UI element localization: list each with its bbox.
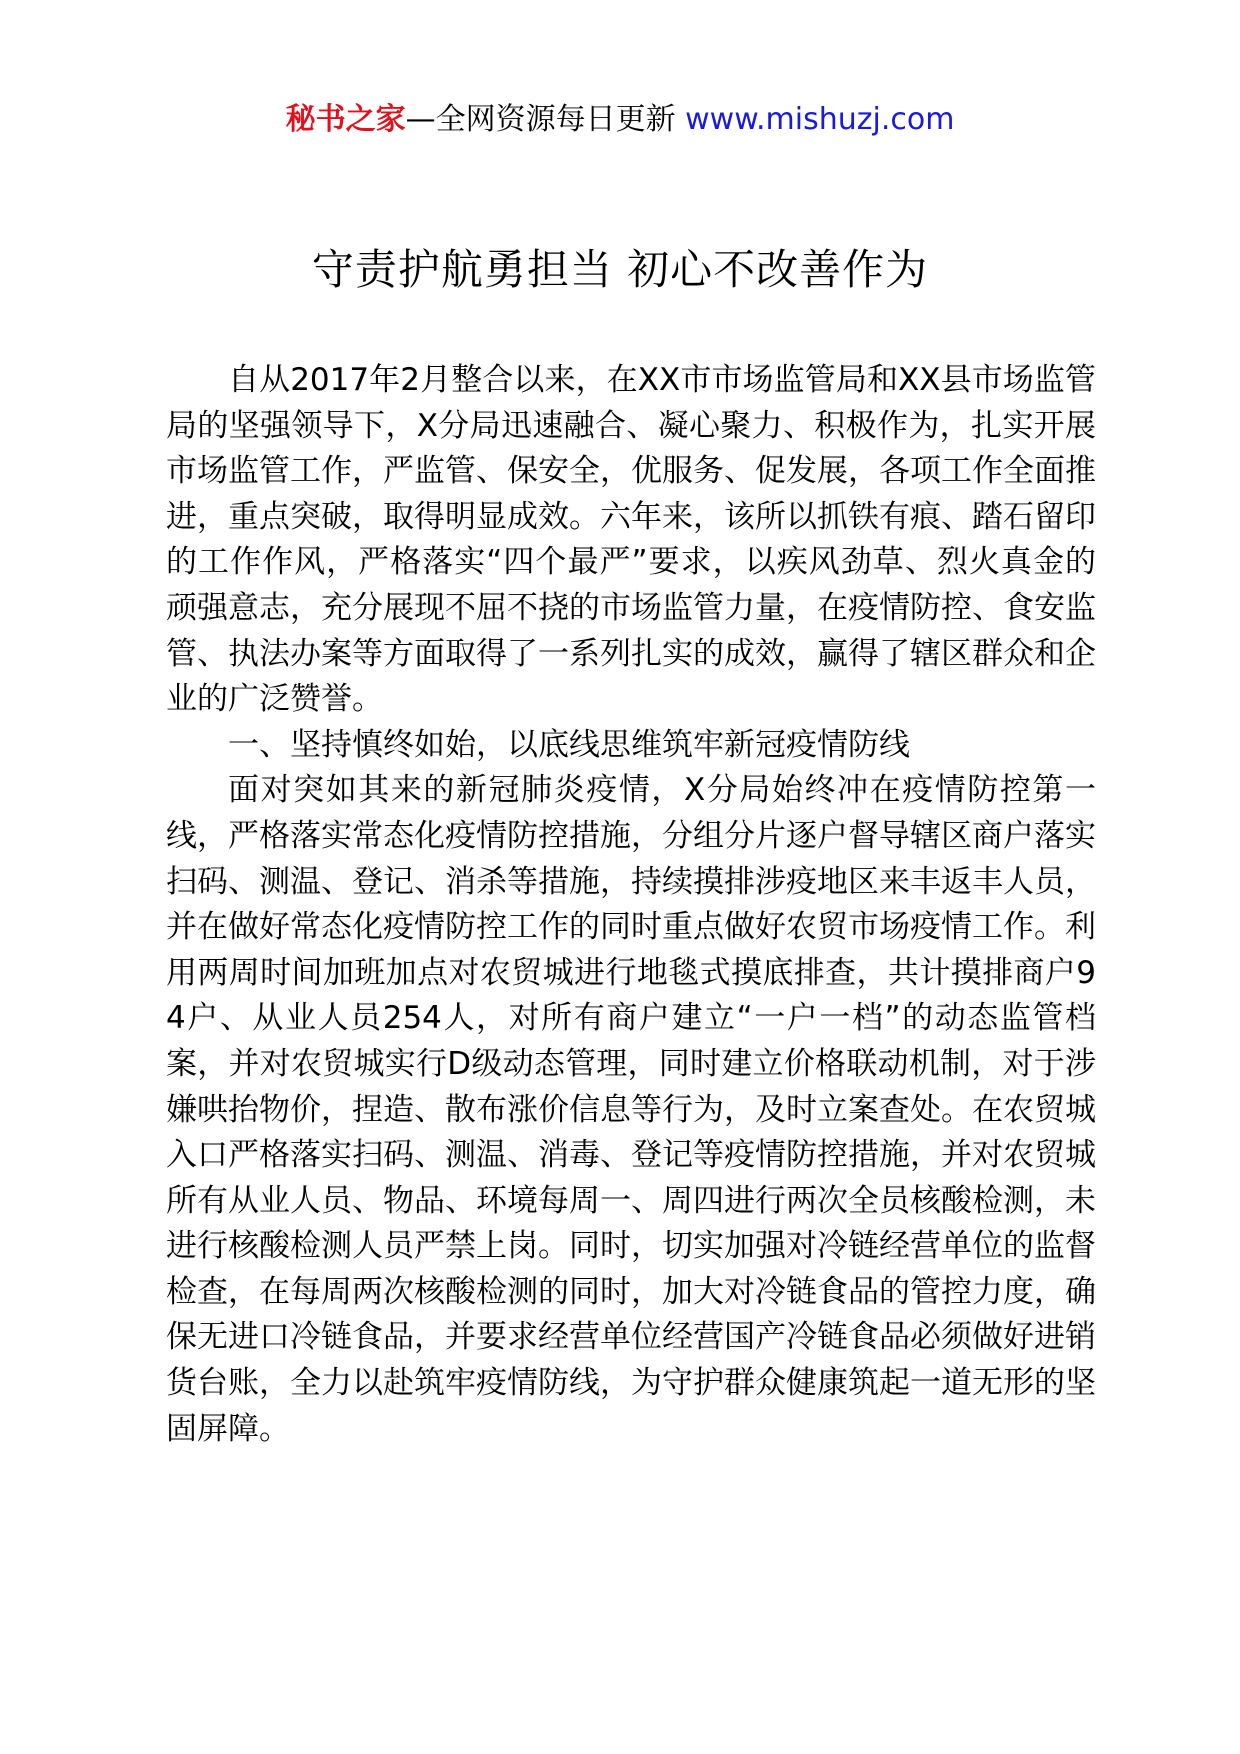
- section-heading-1: 一、坚持慎终如始，以底线思维筑牢新冠疫情防线: [228, 726, 910, 763]
- brand-name: 秘书之家: [285, 102, 406, 137]
- intro-paragraph: 自从2017年2月整合以来，在XX市市场监管局和XX县市场监管局的坚强领导下，X分局迅速融合、凝心聚力、积极作为，扎实开展市场监管工作，严监管、保安全，优服务、促发展，各项工作全面推进，重点突破，取得明显成效。六年来，该所以抓铁有痕、踏石留印的工作作风，严格落实“四个最严”要求，以疾风劲草、烈火真金的顽强意志，充分展现不屈不挠的市场监管力量，在疫情防控、食安监管、执法办案等方面取得了一系列扎实的成效，赢得了辖区群众和企业的广泛赞誉。: [166, 362, 1096, 718]
- document-title: 守责护航勇担当 初心不改善作为: [311, 245, 929, 294]
- site-url-link[interactable]: www.mishuzj.com: [685, 102, 955, 137]
- section-1-paragraph: 面对突如其来的新冠肺炎疫情，X分局始终冲在疫情防控第一线，严格落实常态化疫情防控措施，分组分片逐户督导辖区商户落实扫码、测温、登记、消杀等措施，持续摸排涉疫地区来丰返丰人员，并在做好常态化疫情防控工作的同时重点做好农贸市场疫情工作。利用两周时间加班加点对农贸城进行地毯式摸底排查，共计摸排商户94户、从业人员254人，对所有商户建立“一户一档”的动态监管档案，并对农贸城实行D级动态管理，同时建立价格联动机制，对于涉嫌哄抬物价，捏造、散布涨价信息等行为，及时立案查处。在农贸城入口严格落实扫码、测温、消毒、登记等疫情防控措施，并对农贸城所有从业人员、物品、环境每周一、周四进行两次全员核酸检测，未进行核酸检测人员严禁上岗。同时，切实加强对冷链经营单位的监督检查，在每周两次核酸检测的同时，加大对冷链食品的管控力度，确保无进口冷链食品，并要求经营单位经营国产冷链食品必须做好进销货台账，全力以赴筑牢疫情防线，为守护群众健康筑起一道无形的坚固屏障。: [166, 772, 1096, 1447]
- site-header: [0, 100, 1240, 140]
- header-tagline: —全网资源每日更新: [405, 102, 686, 137]
- document-body: [166, 358, 1096, 1452]
